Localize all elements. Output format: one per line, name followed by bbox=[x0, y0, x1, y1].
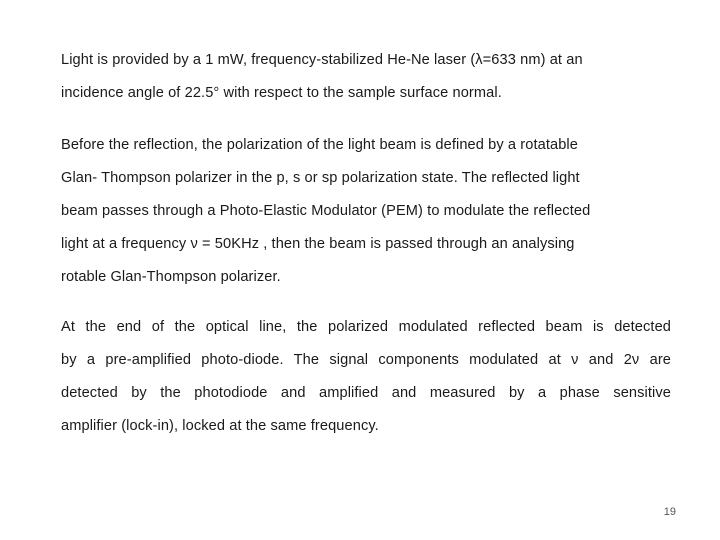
paragraph-detection bbox=[61, 311, 671, 443]
text-line: Light is provided by a 1 mW, frequency-stabilized He-Ne laser (λ=633 nm) at an bbox=[61, 52, 583, 68]
text-line: At the end of the optical line, the polarized modulated reflected beam is detected bbox=[61, 319, 671, 335]
text-line: detected by the photodiode and amplified and measured by a phase sensitive bbox=[61, 385, 671, 401]
text-line: rotable Glan-Thompson polarizer. bbox=[61, 269, 281, 285]
paragraph-laser-setup bbox=[61, 44, 671, 110]
text-line: Before the reflection, the polarization of the light beam is defined by a rotatable bbox=[61, 137, 578, 153]
text-line: incidence angle of 22.5° with respect to the sample surface normal. bbox=[61, 85, 502, 101]
text-line: beam passes through a Photo-Elastic Modulator (PEM) to modulate the reflected bbox=[61, 203, 591, 219]
text-line: amplifier (lock-in), locked at the same frequency. bbox=[61, 418, 379, 434]
text-line: by a pre-amplified photo-diode. The signal components modulated at ν and 2ν are bbox=[61, 352, 671, 368]
text-line: Glan- Thompson polarizer in the p, s or sp polarization state. The reflected light bbox=[61, 170, 580, 186]
text-line: light at a frequency ν = 50KHz , then the beam is passed through an analysing bbox=[61, 236, 575, 252]
paragraph-polarization bbox=[61, 129, 671, 294]
page-number: 19 bbox=[663, 506, 676, 518]
